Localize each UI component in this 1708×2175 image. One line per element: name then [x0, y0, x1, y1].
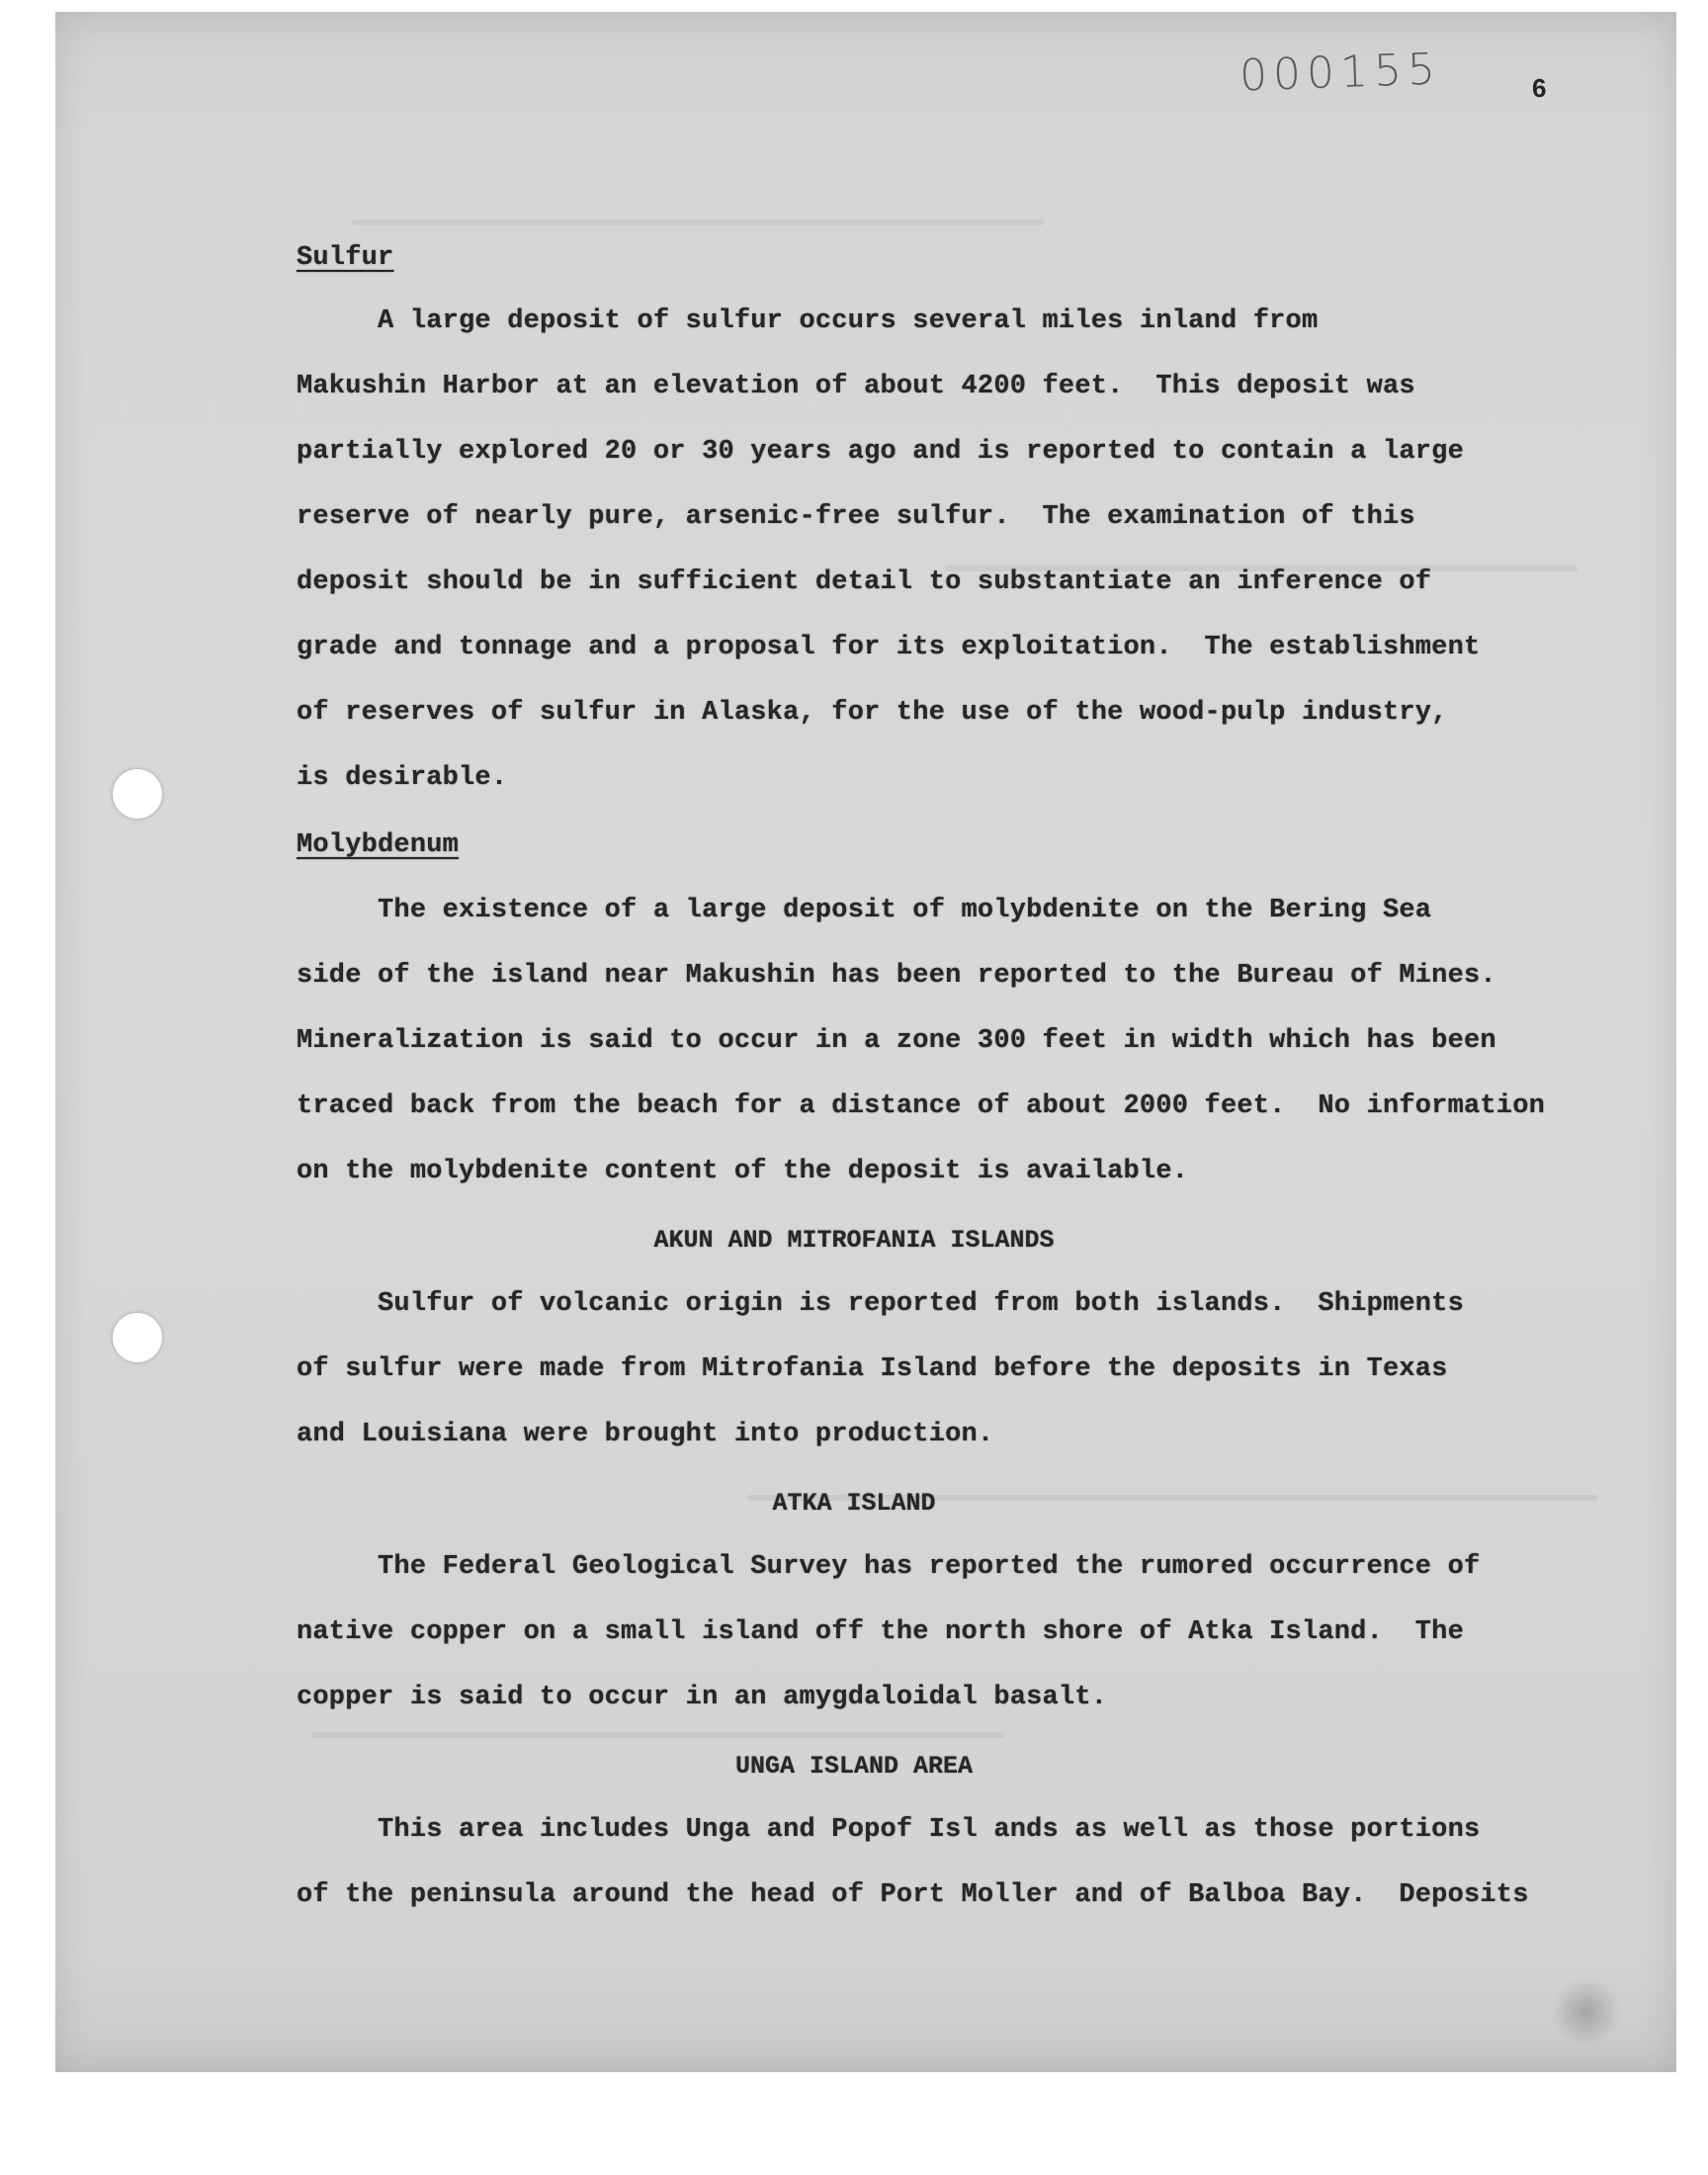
section-heading-akun-mitrofania: AKUN AND MITROFANIA ISLANDS	[653, 1226, 1055, 1255]
sulfur-line: reserve of nearly pure, arsenic-free sulfur. The examination of this	[297, 502, 1415, 532]
bleed-through-mark	[312, 1732, 1004, 1738]
molybdenum-line: side of the island near Makushin has been reported to the Bureau of Mines.	[297, 961, 1496, 991]
smudge-mark	[1552, 1977, 1621, 2046]
punch-hole	[113, 769, 162, 819]
sulfur-line: Makushin Harbor at an elevation of about 4200 feet. This deposit was	[297, 372, 1415, 401]
molybdenum-line: traced back from the beach for a distance of about 2000 feet. No information	[297, 1091, 1546, 1121]
document-stamp-number: 000155	[1238, 44, 1442, 102]
sulfur-line: partially explored 20 or 30 years ago and is reported to contain a large	[297, 437, 1464, 467]
akun-line: Sulfur of volcanic origin is reported from both islands. Shipments	[297, 1289, 1464, 1319]
sulfur-line: of reserves of sulfur in Alaska, for the use of the wood-pulp industry,	[297, 698, 1448, 728]
unga-line: This area includes Unga and Popof Isl ands as well as those portions	[297, 1815, 1481, 1845]
unga-line: of the peninsula around the head of Port Moller and of Balboa Bay. Deposits	[297, 1880, 1529, 1910]
page-number: 6	[1532, 73, 1547, 103]
section-heading-unga: UNGA ISLAND AREA	[734, 1752, 974, 1781]
akun-line: of sulfur were made from Mitrofania Island before the deposits in Texas	[297, 1354, 1448, 1384]
section-heading-atka: ATKA ISLAND	[772, 1489, 936, 1518]
atka-line: copper is said to occur in an amygdaloidal basalt.	[297, 1683, 1108, 1712]
atka-line: native copper on a small island off the north shore of Atka Island. The	[297, 1617, 1464, 1647]
molybdenum-line: Mineralization is said to occur in a zone 300 feet in width which has been	[297, 1026, 1496, 1056]
bleed-through-mark	[352, 219, 1044, 225]
akun-line: and Louisiana were brought into production.	[297, 1420, 994, 1449]
atka-line: The Federal Geological Survey has reported the rumored occurrence of	[297, 1552, 1481, 1582]
sulfur-line: A large deposit of sulfur occurs several miles inland from	[297, 306, 1319, 336]
punch-hole	[113, 1313, 162, 1362]
section-heading-sulfur: Sulfur	[297, 243, 394, 273]
sulfur-line: grade and tonnage and a proposal for its exploitation. The establishment	[297, 633, 1481, 662]
sulfur-line: is desirable.	[297, 763, 508, 793]
section-heading-molybdenum: Molybdenum	[297, 830, 460, 860]
molybdenum-line: The existence of a large deposit of molybdenite on the Bering Sea	[297, 896, 1432, 925]
molybdenum-line: on the molybdenite content of the deposit is available.	[297, 1157, 1189, 1186]
sulfur-line: deposit should be in sufficient detail to substantiate an inference of	[297, 567, 1432, 597]
